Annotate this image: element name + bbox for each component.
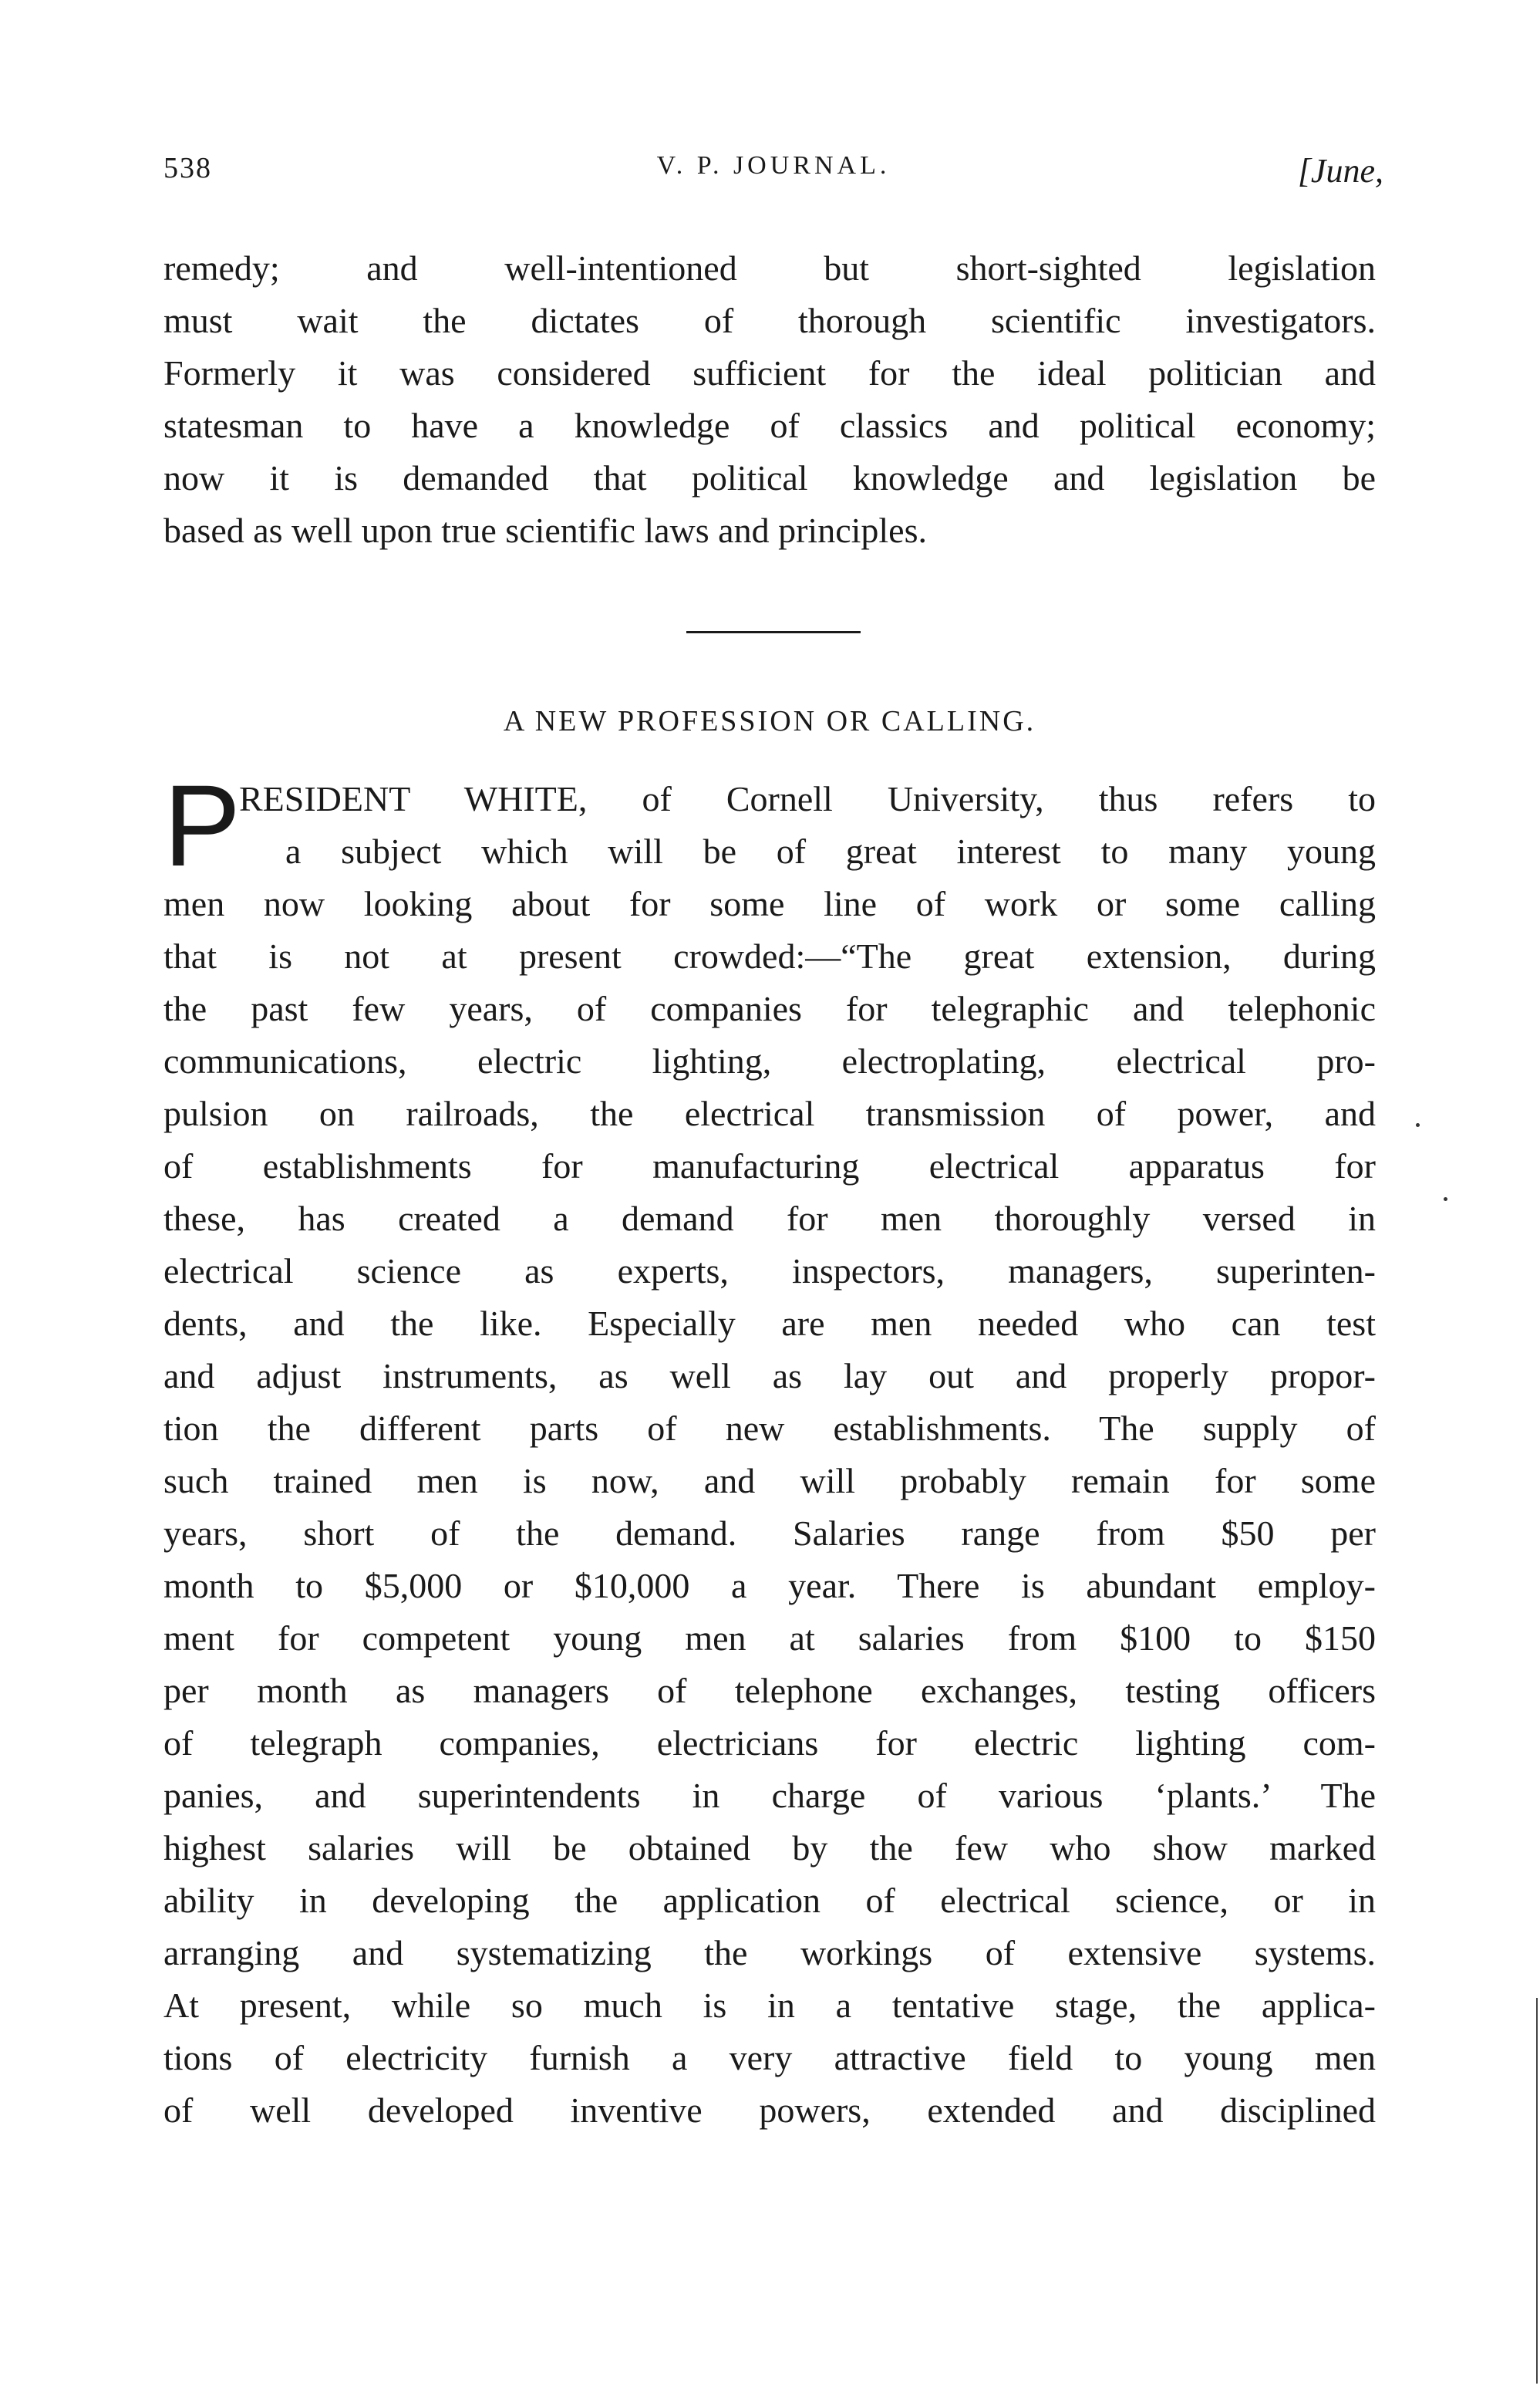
text-line: of well developed inventive powers, extended and disciplined (163, 2090, 1376, 2130)
text-line: electrical science as experts, inspectors, managers, superinten- (163, 1251, 1376, 1291)
text-line: statesman to have a knowledge of classics and political economy; (163, 406, 1376, 445)
text-line: per month as managers of telephone exchanges, testing officers (163, 1671, 1376, 1710)
text-line: such trained men is now, and will probably remain for some (163, 1461, 1376, 1500)
drop-cap: P (163, 761, 241, 890)
text-line: pulsion on railroads, the electrical transmission of power, and (163, 1094, 1376, 1133)
text-line: panies, and superintendents in charge of various ‘plants.’ The (163, 1776, 1376, 1815)
article-heading: A NEW PROFESSION OR CALLING. (503, 705, 1036, 737)
text-line: At present, while so much is in a tentative stage, the applica- (163, 1986, 1376, 2025)
page-edge-line (1536, 1998, 1538, 2384)
text-line: Formerly it was considered sufficient for the ideal politician and (163, 353, 1376, 393)
text-line: month to $5,000 or $10,000 a year. There is abundant employ- (163, 1566, 1376, 1605)
text-line: RESIDENT WHITE, of Cornell University, thus refers to (239, 779, 1376, 818)
text-line: highest salaries will be obtained by the few who show marked (163, 1828, 1376, 1868)
margin-mark (1416, 1123, 1420, 1127)
section-divider (686, 631, 861, 633)
text-line: of telegraph companies, electricians for electric lighting com- (163, 1723, 1376, 1763)
running-head (163, 151, 1383, 197)
text-line: communications, electric lighting, electroplating, electrical pro- (163, 1041, 1376, 1081)
page-number: 538 (163, 152, 212, 184)
text-line: dents, and the like. Especially are men needed who can test (163, 1304, 1376, 1343)
text-line: that is not at present crowded:—“The great extension, during (163, 936, 1376, 976)
text-line: must wait the dictates of thorough scientific investigators. (163, 301, 1376, 340)
text-line: of establishments for manufacturing electrical apparatus for (163, 1146, 1376, 1186)
text-line: tion the different parts of new establishments. The supply of (163, 1409, 1376, 1448)
issue-month: [June, (1297, 152, 1383, 190)
journal-title: V. P. JOURNAL. (656, 151, 891, 180)
margin-mark (1444, 1197, 1447, 1201)
text-line: and adjust instruments, as well as lay out and properly propor- (163, 1356, 1376, 1395)
text-line: remedy; and well-intentioned but short-sighted legislation (163, 248, 1376, 288)
text-line: arranging and systematizing the workings of extensive systems. (163, 1933, 1376, 1972)
text-line: a subject which will be of great interest to many young (285, 832, 1376, 871)
text-line: the past few years, of companies for telegraphic and telephonic (163, 989, 1376, 1028)
text-line: ability in developing the application of electrical science, or in (163, 1881, 1376, 1920)
text-line: years, short of the demand. Salaries range from $50 per (163, 1513, 1376, 1553)
text-line: ment for competent young men at salaries from $100 to $150 (163, 1618, 1376, 1658)
text-line: tions of electricity furnish a very attractive field to young men (163, 2038, 1376, 2077)
text-line: men now looking about for some line of work or some calling (163, 884, 1376, 923)
text-line: these, has created a demand for men thoroughly versed in (163, 1199, 1376, 1238)
text-line: based as well upon true scientific laws and principles. (163, 511, 927, 550)
text-line: now it is demanded that political knowledge and legislation be (163, 458, 1376, 498)
